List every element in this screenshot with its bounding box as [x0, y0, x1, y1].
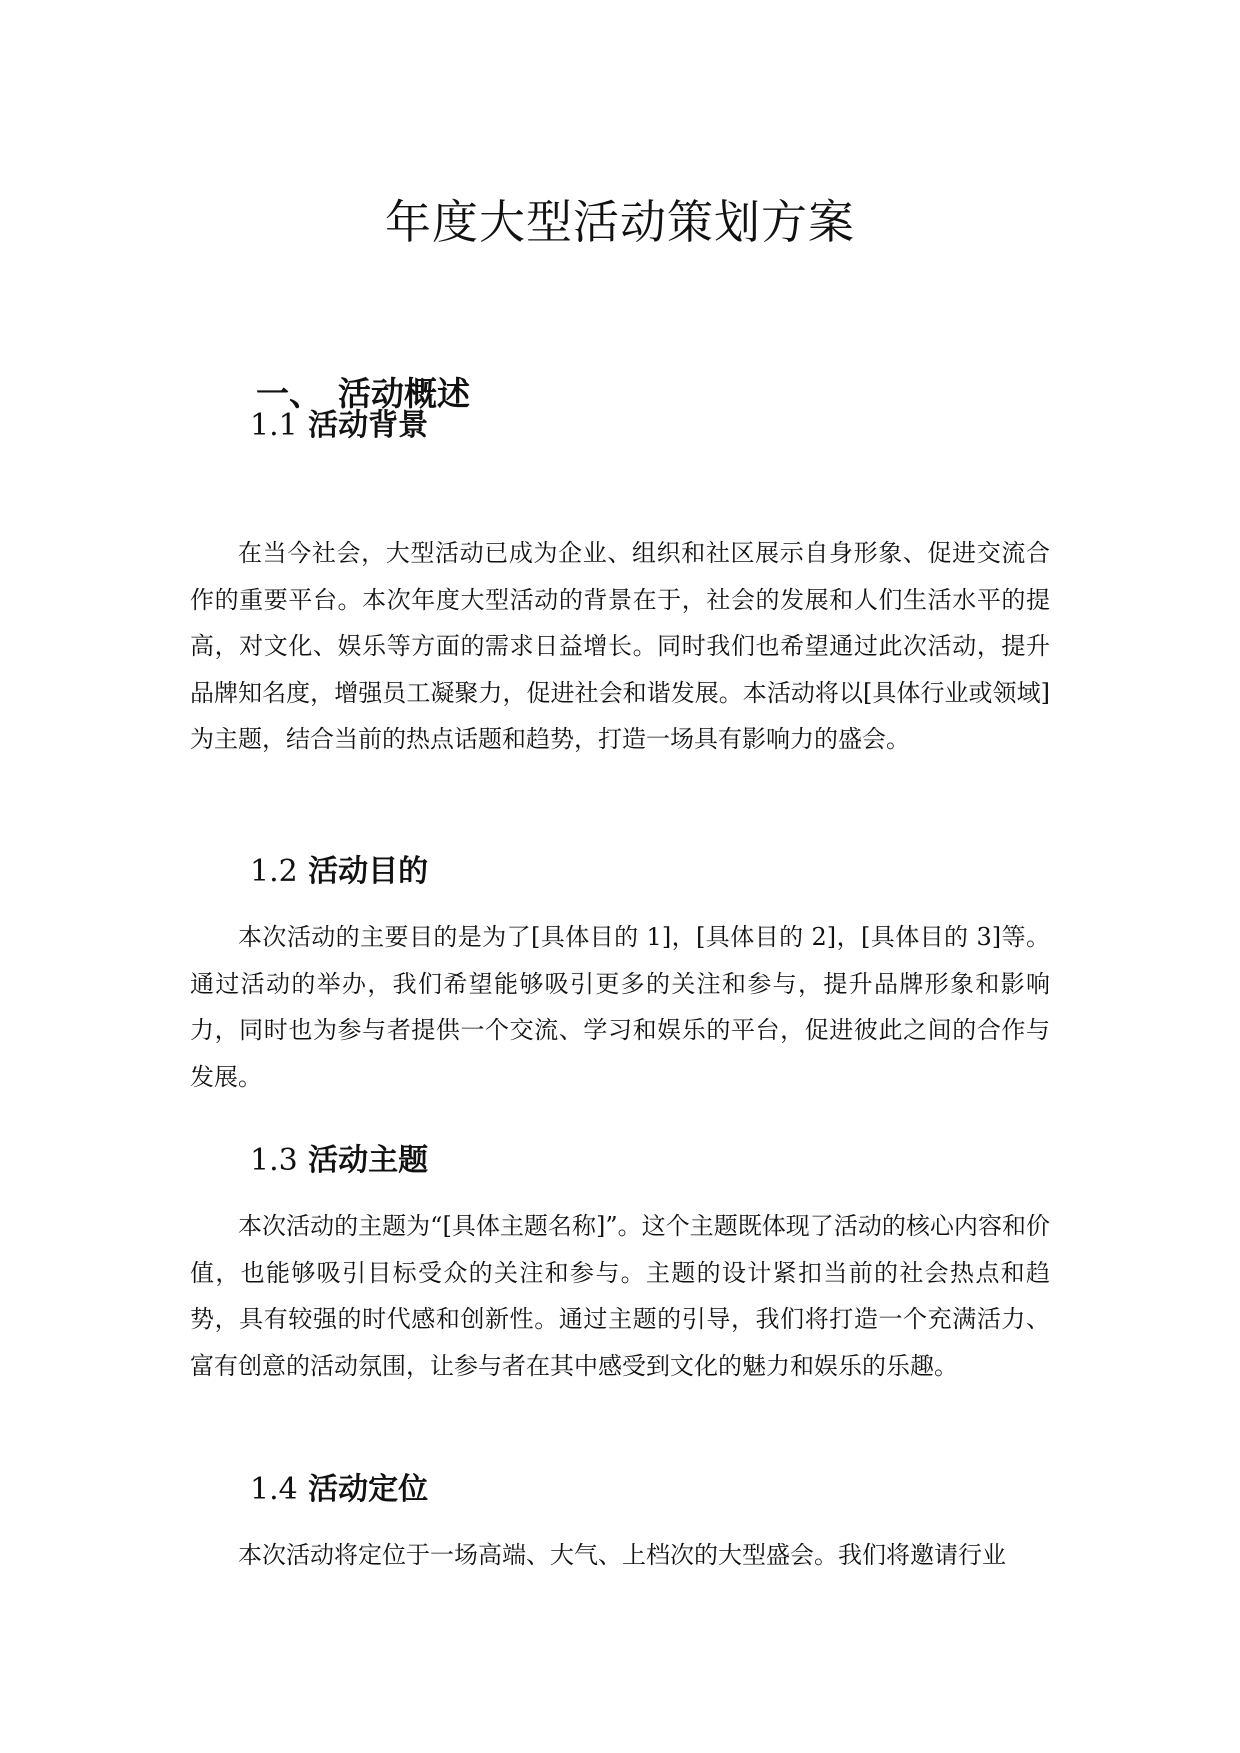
subsection-heading-positioning [250, 1470, 428, 1510]
section-number: 一、 [256, 374, 322, 413]
subsection-number: 1.3 [250, 1143, 298, 1178]
subsection-number: 1.1 [250, 408, 298, 443]
subsection-title: 活动目的 [308, 854, 429, 889]
subsection-title: 活动背景 [308, 408, 429, 443]
paragraph-theme: 本次活动的主题为“[具体主题名称]”。这个主题既体现了活动的核心内容和价值，也能够吸引目标受众的关注和参与。主题的设计紧扣当前的社会热点和趋势，具有较强的时代感和创新性。通过主题的引导，我们将打造一个充满活力、富有创意的活动氛围，让参与者在其中感受到文化的魅力和娱乐的乐趣。 [190, 1212, 1050, 1380]
subsection-number: 1.4 [250, 1472, 298, 1507]
section-title: 活动概述 [338, 374, 470, 413]
subsection-title: 活动主题 [308, 1143, 429, 1178]
subsection-heading-theme [250, 1141, 428, 1181]
subsection-number: 1.2 [250, 854, 298, 889]
paragraph-purpose: 本次活动的主要目的是为了[具体目的 1]，[具体目的 2]，[具体目的 3]等。通过活动的举办，我们希望能够吸引更多的关注和参与，提升品牌形象和影响力，同时也为参与者提供一个交流、学习和娱乐的平台，促进彼此之间的合作与发展。 [190, 923, 1050, 1091]
subsection-heading-background [250, 406, 428, 446]
paragraph-background: 在当今社会，大型活动已成为企业、组织和社区展示自身形象、促进交流合作的重要平台。本次年度大型活动的背景在于，社会的发展和人们生活水平的提高，对文化、娱乐等方面的需求日益增长。同时我们也希望通过此次活动，提升品牌知名度，增强员工凝聚力，促进社会和谐发展。本活动将以[具体行业或领域]为主题，结合当前的热点话题和趋势，打造一场具有影响力的盛会。 [190, 539, 1050, 753]
document-title: 年度大型活动策划方案 [385, 195, 855, 249]
paragraph-positioning: 本次活动将定位于一场高端、大气、上档次的大型盛会。我们将邀请行业 [238, 1541, 1006, 1569]
subsection-title: 活动定位 [308, 1472, 429, 1507]
subsection-heading-purpose [250, 852, 428, 892]
